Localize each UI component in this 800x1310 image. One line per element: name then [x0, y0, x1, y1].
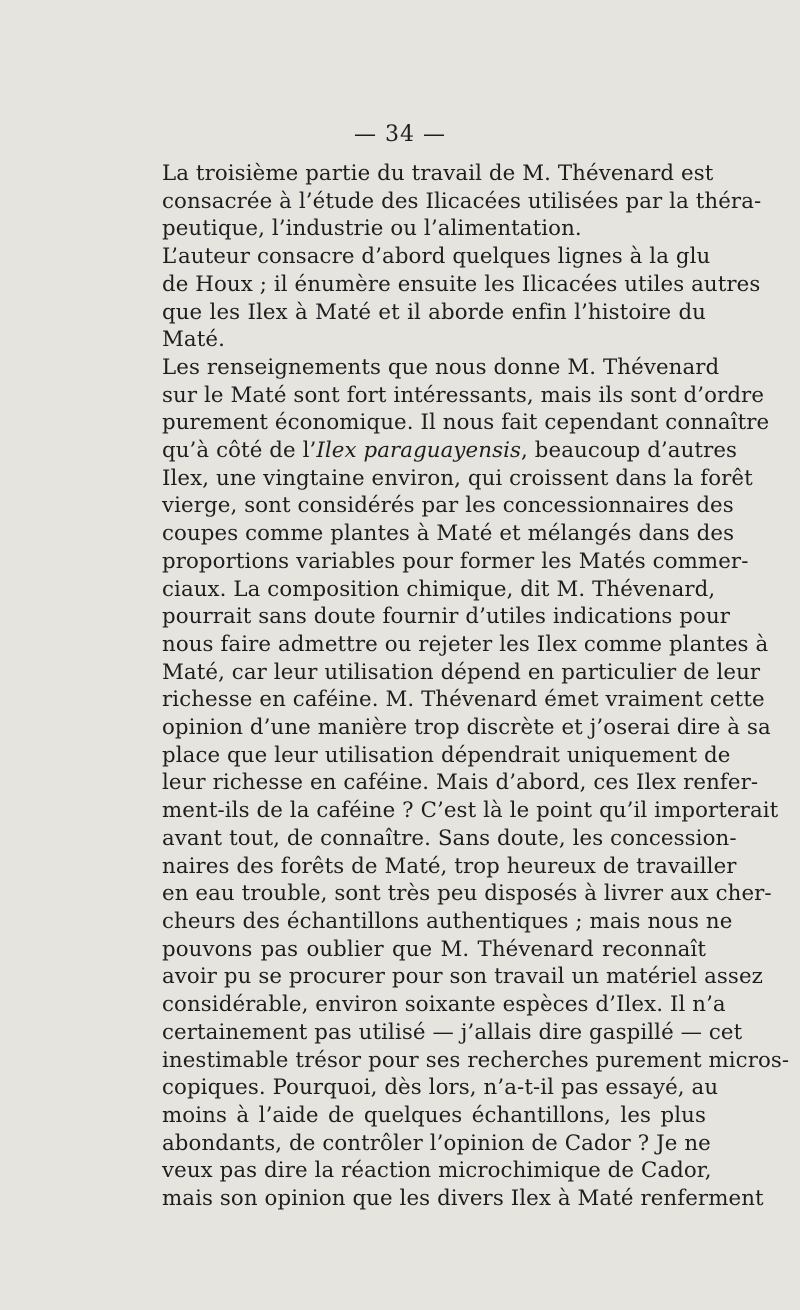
text-line: inestimable trésor pour ses recherches purement micros- [162, 1047, 790, 1073]
text-line: ciaux. La composition chimique, dit M. Thévenard, [162, 576, 716, 602]
text-line: Maté. [162, 327, 225, 353]
text-line: proportions variables pour former les Matés commer- [162, 548, 749, 574]
text-line: leur richesse en caféine. Mais d’abord, ces Ilex renfer- [162, 770, 759, 796]
text-line: considérable, environ soixante espèces d’Ilex. Il n’a [162, 992, 726, 1018]
text-line: Ilex, une vingtaine environ, qui croissent dans la forêt [162, 465, 753, 491]
paragraph-3 [138, 354, 790, 1213]
text-line: richesse en caféine. M. Thévenard émet vraiment cette [162, 687, 765, 713]
text-line-with-italic [138, 437, 738, 465]
text-line: sur le Maté sont fort intéressants, mais ils sont d’ordre [162, 382, 765, 408]
text-line: en eau trouble, sont très peu disposés à livrer aux cher- [162, 881, 772, 907]
text-line: place que leur utilisation dépendrait uniquement de [162, 742, 731, 768]
text-line: purement économique. Il nous fait cependant connaître [162, 410, 770, 436]
text-line: avoir pu se procurer pour son travail un matériel assez [162, 964, 763, 990]
text-line: peutique, l’industrie ou l’alimentation. [162, 216, 582, 242]
text-line: consacrée à l’étude des Ilicacées utilisées par la théra- [162, 188, 762, 214]
text-line: pourrait sans doute fournir d’utiles indications pour [162, 604, 731, 630]
text-line: naires des forêts de Maté, trop heureux de travailler [162, 853, 737, 879]
text-line: abondants, de contrôler l’opinion de Cador ? Je ne [162, 1130, 711, 1156]
text-line: de Houx ; il énumère ensuite les Ilicacées utiles autres [162, 271, 761, 297]
text-line: mais son opinion que les divers Ilex à Maté renferment [162, 1186, 764, 1212]
text-line: cheurs des échantillons authentiques ; mais nous ne [162, 908, 733, 934]
text-line: pouvons pas oublier que M. Thévenard reconnaît [162, 936, 706, 962]
text-line: Maté, car leur utilisation dépend en particulier de leur [162, 659, 761, 685]
text-line: avant tout, de connaître. Sans doute, les concession- [162, 825, 737, 851]
text-line: Les renseignements que nous donne M. Thévenard [162, 354, 720, 380]
text-line: moins à l’aide de quelques échantillons, les plus [162, 1102, 706, 1128]
line-suffix: , beaucoup d’autres [521, 438, 738, 464]
paragraph-1 [138, 160, 762, 243]
text-line: L’auteur consacre d’abord quelques lignes à la glu [162, 244, 711, 270]
text-line: opinion d’une manière trop discrète et j’oserai dire à sa [162, 715, 771, 741]
text-line: ment-ils de la caféine ? C’est là le point qu’il importerait [162, 798, 779, 824]
text-line: veux pas dire la réaction microchimique de Cador, [162, 1158, 712, 1184]
body-text [138, 160, 790, 1213]
text-line: que les Ilex à Maté et il aborde enfin l’histoire du [162, 299, 706, 325]
text-line: coupes comme plantes à Maté et mélangés dans des [162, 521, 735, 547]
text-line: nous faire admettre ou rejeter les Ilex comme plantes à [162, 631, 769, 657]
paragraph-2 [138, 243, 761, 354]
text-line: certainement pas utilisé — j’allais dire gaspillé — cet [162, 1019, 743, 1045]
page-number: — 34 — [354, 122, 446, 147]
text-line: vierge, sont considérés par les concessionnaires des [162, 493, 734, 519]
line-prefix: qu’à côté de l’ [162, 438, 317, 464]
species-name: Ilex paraguayensis [316, 438, 522, 464]
text-line: copiques. Pourquoi, dès lors, n’a-t-il pas essayé, au [162, 1075, 719, 1101]
text-line: La troisième partie du travail de M. Thévenard est [162, 161, 714, 186]
